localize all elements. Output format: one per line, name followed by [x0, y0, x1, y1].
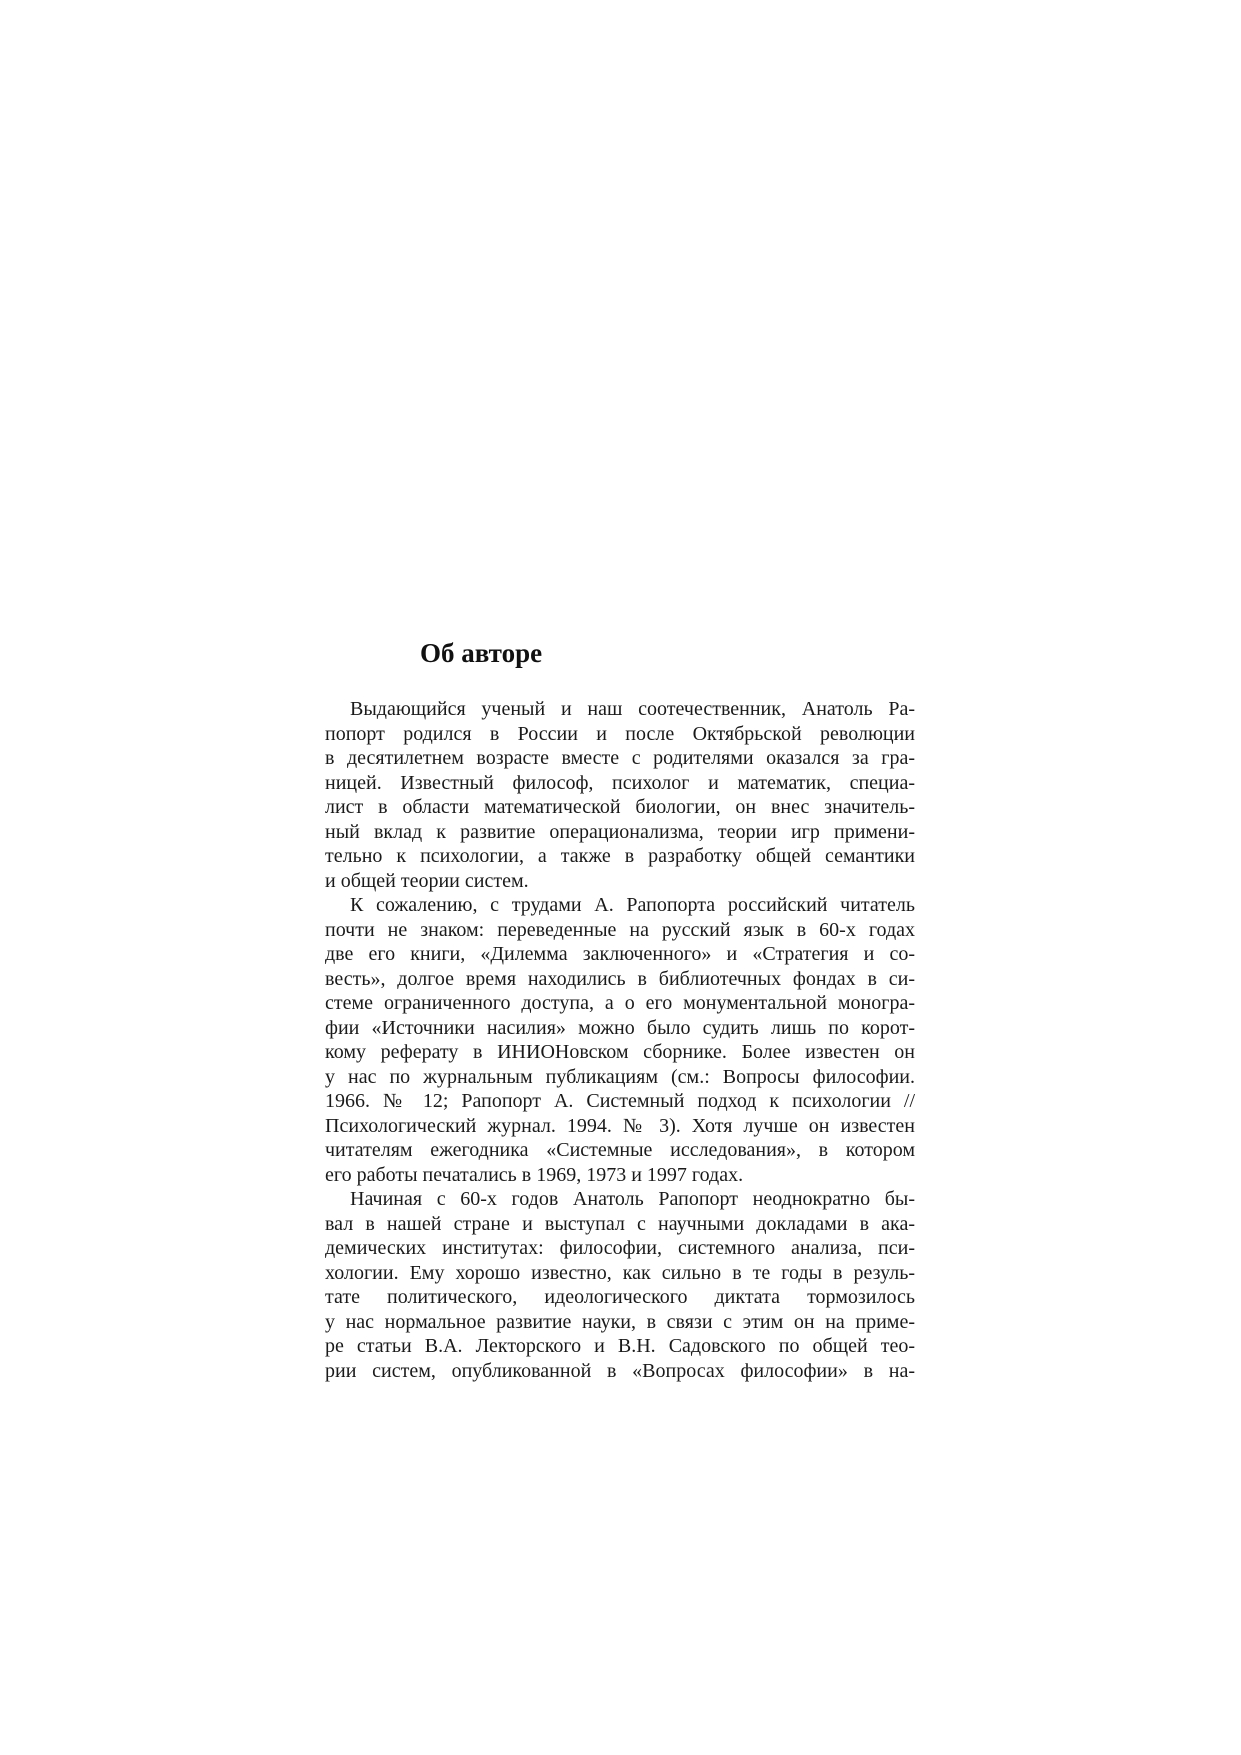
text-line: две его книги, «Дилемма заключенного» и «Стратегия и со- [325, 943, 915, 965]
text-line: К сожалению, с трудами А. Рапопорта российский читатель [350, 894, 915, 916]
text-line: и общей теории систем. [325, 869, 529, 892]
text-line: демических институтах: философии, системного анализа, пси- [325, 1237, 915, 1259]
text-line: у нас нормальное развитие науки, в связи с этим он на приме- [325, 1310, 915, 1333]
text-line: фии «Источники насилия» можно было судить лишь по корот- [325, 1016, 915, 1039]
text-line: попорт родился в России и после Октябрьской революции [325, 722, 915, 745]
text-line: тате политического, идеологического диктата тормозилось [325, 1286, 915, 1308]
text-line: ницей. Известный философ, психолог и математик, специа- [325, 771, 915, 794]
text-line: читателям ежегодника «Системные исследования», в котором [325, 1139, 915, 1161]
page-title: Об авторе [420, 638, 543, 668]
text-line: почти не знаком: переведенные на русский язык в 60-х годах [325, 918, 915, 941]
text-line: лист в области математической биологии, он внес значитель- [325, 796, 915, 818]
text-line: Выдающийся ученый и наш соотечественник, Анатоль Ра- [350, 698, 915, 720]
text-line: вал в нашей стране и выступал с научными докладами в ака- [325, 1212, 915, 1235]
text-line: хологии. Ему хорошо известно, как сильно в те годы в резуль- [325, 1261, 915, 1284]
text-line: в десятилетнем возрасте вместе с родителями оказался за гра- [325, 747, 915, 769]
text-line: рии систем, опубликованной в «Вопросах философии» в на- [325, 1359, 915, 1382]
text-line: ре статьи В.А. Лекторского и В.Н. Садовского по общей тео- [325, 1335, 915, 1357]
text-line: Психологический журнал. 1994. № 3). Хотя лучше он известен [325, 1114, 915, 1137]
text-line: 1966. № 12; Рапопорт А. Системный подход к психологии // [325, 1090, 915, 1112]
body-text [325, 697, 915, 1383]
text-line: стеме ограниченного доступа, а о его монументальной моногра- [325, 992, 915, 1014]
text-line: ный вклад к развитие операционализма, теории игр примени- [325, 820, 915, 843]
text-line: Начиная с 60-х годов Анатоль Рапопорт неоднократно бы- [350, 1188, 915, 1210]
text-line: его работы печатались в 1969, 1973 и 1997 годах. [325, 1163, 744, 1186]
text-line: весть», долгое время находились в библиотечных фондах в си- [325, 967, 915, 990]
text-line: кому реферату в ИНИОНовском сборнике. Более известен он [325, 1041, 915, 1063]
text-line: тельно к психологии, а также в разработку общей семантики [325, 845, 915, 867]
text-line: у нас по журнальным публикациям (см.: Вопросы философии. [325, 1065, 915, 1088]
